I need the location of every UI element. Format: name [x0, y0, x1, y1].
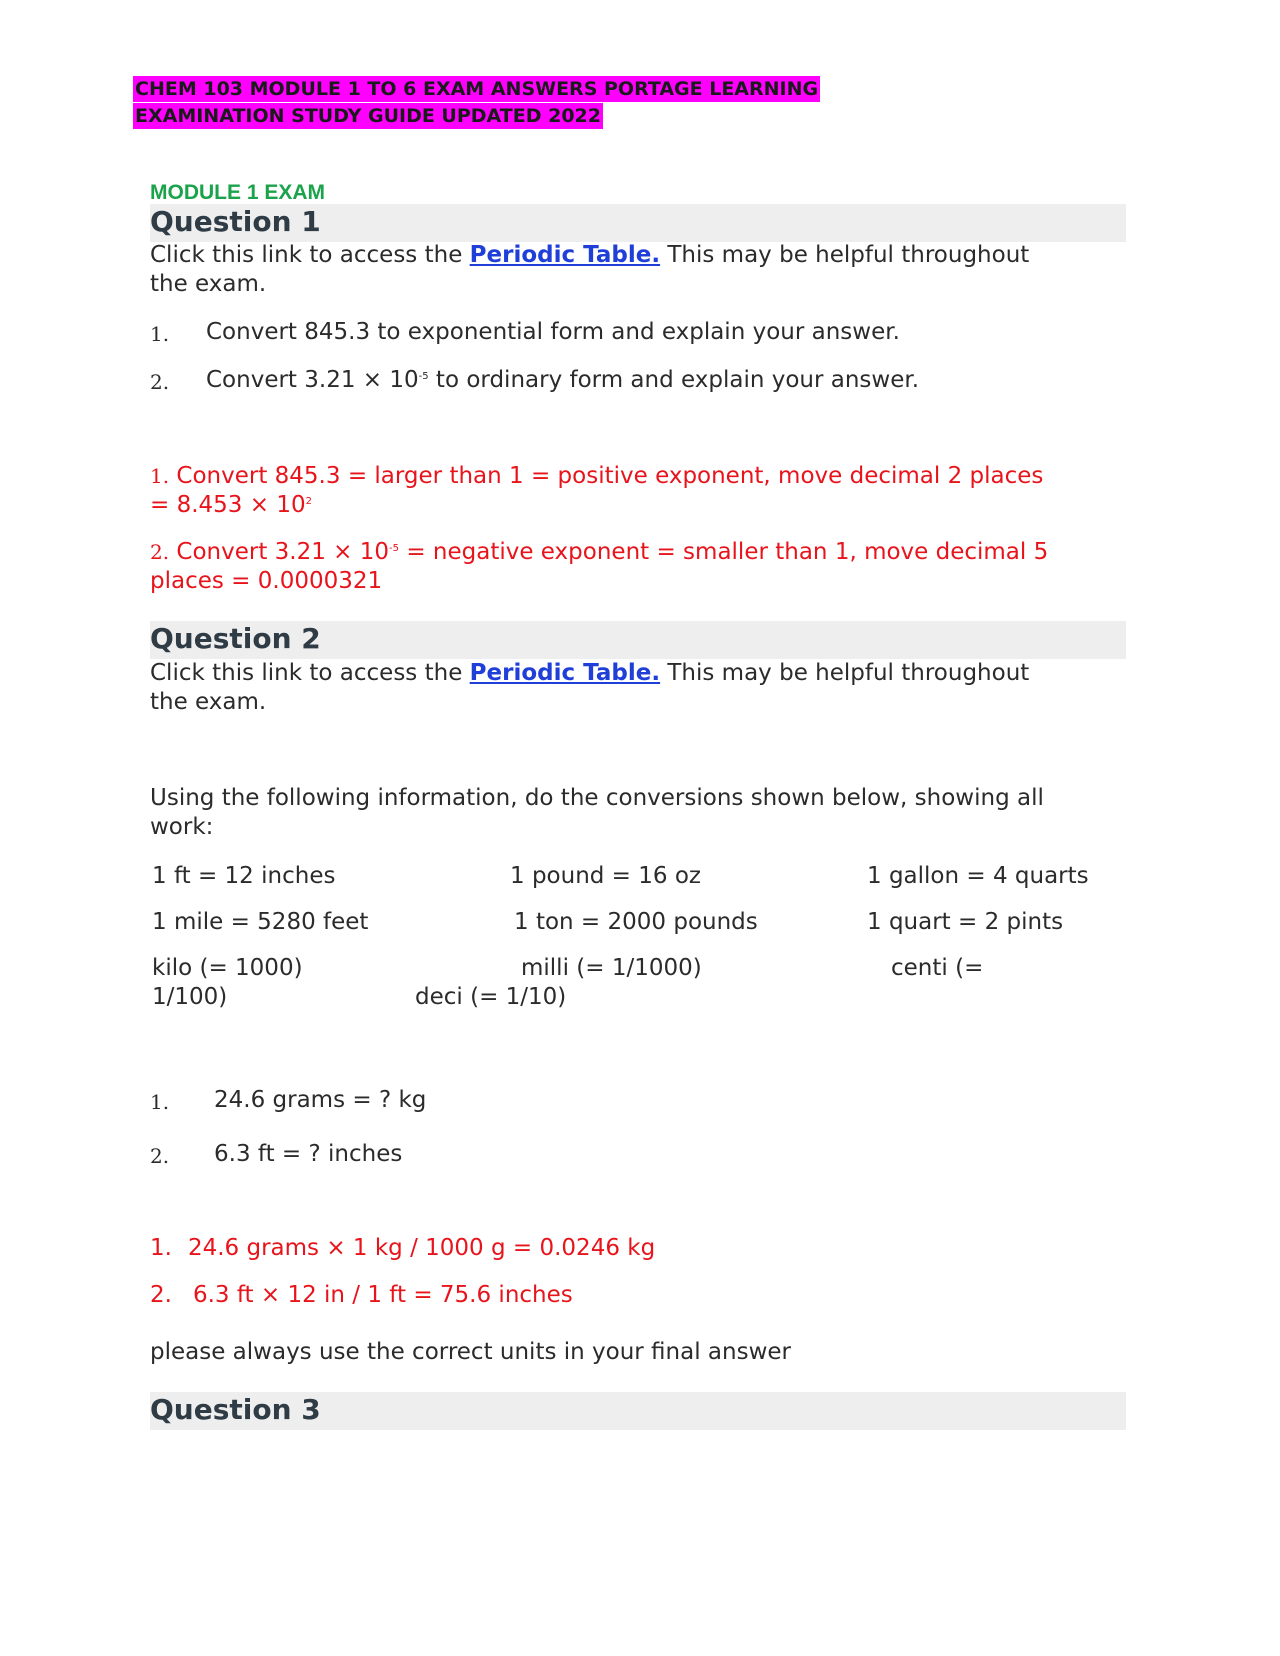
question-1-answer-2-number: 2.: [150, 540, 170, 564]
question-1-intro-line-2: the exam.: [150, 271, 267, 297]
question-2-item-1-number: 1.: [150, 1090, 170, 1114]
question-3-heading: Question 3: [150, 1393, 321, 1426]
question-2-answer-1: [150, 1235, 655, 1261]
document-title-line-2: EXAMINATION STUDY GUIDE UPDATED 2022: [135, 105, 601, 127]
prefix-centi: centi (=: [891, 955, 984, 981]
question-1-item-2-post: to ordinary form and explain your answer.: [428, 367, 920, 393]
conversion-quart-pints: 1 quart = 2 pints: [867, 909, 1064, 935]
question-1-item-1-number: 1.: [150, 322, 170, 346]
conversion-ton-pounds: 1 ton = 2000 pounds: [514, 909, 758, 935]
question-1-intro-post: This may be helpful throughout: [660, 242, 1030, 268]
question-1-item-1-text: Convert 845.3 to exponential form and explain your answer.: [206, 319, 900, 345]
question-2-intro-line-2: the exam.: [150, 689, 267, 715]
question-1-answer-1-number: 1.: [150, 464, 170, 488]
question-1-answer-2-post: = negative exponent = smaller than 1, move decimal 5: [399, 539, 1049, 565]
question-2-heading: Question 2: [150, 622, 321, 655]
prefix-deci: deci (= 1/10): [415, 984, 567, 1010]
question-1-answer-2-line-2: places = 0.0000321: [150, 568, 383, 594]
question-2-item-2-text: 6.3 ft = ? inches: [214, 1141, 403, 1167]
question-1-intro-pre: Click this link to access the: [150, 242, 470, 268]
question-2-answer-1-number: 1.: [150, 1235, 172, 1261]
question-1-answer-1-line-1: [150, 463, 1043, 489]
question-2-intro-post: This may be helpful throughout: [660, 660, 1030, 686]
question-1-item-2-pre: Convert 3.21 × 10: [206, 367, 419, 393]
question-1-item-2-exponent: -5: [418, 371, 429, 382]
conversion-ft-inches: 1 ft = 12 inches: [152, 863, 336, 889]
module-label: MODULE 1 EXAM: [150, 181, 326, 204]
conversion-pound-oz: 1 pound = 16 oz: [510, 863, 701, 889]
question-1-answer-1-text: Convert 845.3 = larger than 1 = positive exponent, move decimal 2 places: [169, 463, 1044, 489]
prefix-milli: milli (= 1/1000): [521, 955, 702, 981]
question-2-answer-1-text: 24.6 grams × 1 kg / 1000 g = 0.0246 kg: [187, 1235, 656, 1261]
conversion-mile-feet: 1 mile = 5280 feet: [152, 909, 369, 935]
units-note: please always use the correct units in your final answer: [150, 1339, 791, 1365]
question-1-answer-2-line-1: [150, 539, 1048, 565]
document-title-line-1: CHEM 103 MODULE 1 TO 6 EXAM ANSWERS PORTAGE LEARNING: [135, 78, 819, 100]
question-1-intro: [150, 242, 1029, 268]
prefix-centi-value: 1/100): [152, 984, 228, 1010]
question-2-instructions-line-1: Using the following information, do the conversions shown below, showing all: [150, 785, 1044, 811]
question-1-answer-1-line-2: [150, 492, 312, 518]
question-2-instructions-line-2: work:: [150, 814, 214, 840]
question-2-intro-pre: Click this link to access the: [150, 660, 470, 686]
question-1-answer-1-result: = 8.453 × 10: [150, 492, 306, 518]
question-2-intro: [150, 660, 1029, 686]
question-2-answer-2: [150, 1282, 573, 1308]
prefix-kilo: kilo (= 1000): [152, 955, 303, 981]
periodic-table-link-2[interactable]: Periodic Table.: [469, 660, 661, 686]
question-2-item-1-text: 24.6 grams = ? kg: [214, 1087, 427, 1113]
periodic-table-link-1[interactable]: Periodic Table.: [469, 242, 661, 268]
question-1-answer-1-exponent: 2: [305, 496, 312, 507]
question-1-heading: Question 1: [150, 205, 321, 238]
question-2-item-2-number: 2.: [150, 1144, 170, 1168]
conversion-gallon-quarts: 1 gallon = 4 quarts: [867, 863, 1089, 889]
question-1-answer-2-pre: Convert 3.21 × 10: [169, 539, 390, 565]
question-2-answer-2-number: 2.: [150, 1282, 172, 1308]
question-1-item-2-number: 2.: [150, 370, 170, 394]
question-1-answer-2-exponent: -5: [389, 543, 400, 554]
question-2-answer-2-text: 6.3 ft × 12 in / 1 ft = 75.6 inches: [192, 1282, 573, 1308]
question-1-item-2-text: [206, 367, 919, 393]
